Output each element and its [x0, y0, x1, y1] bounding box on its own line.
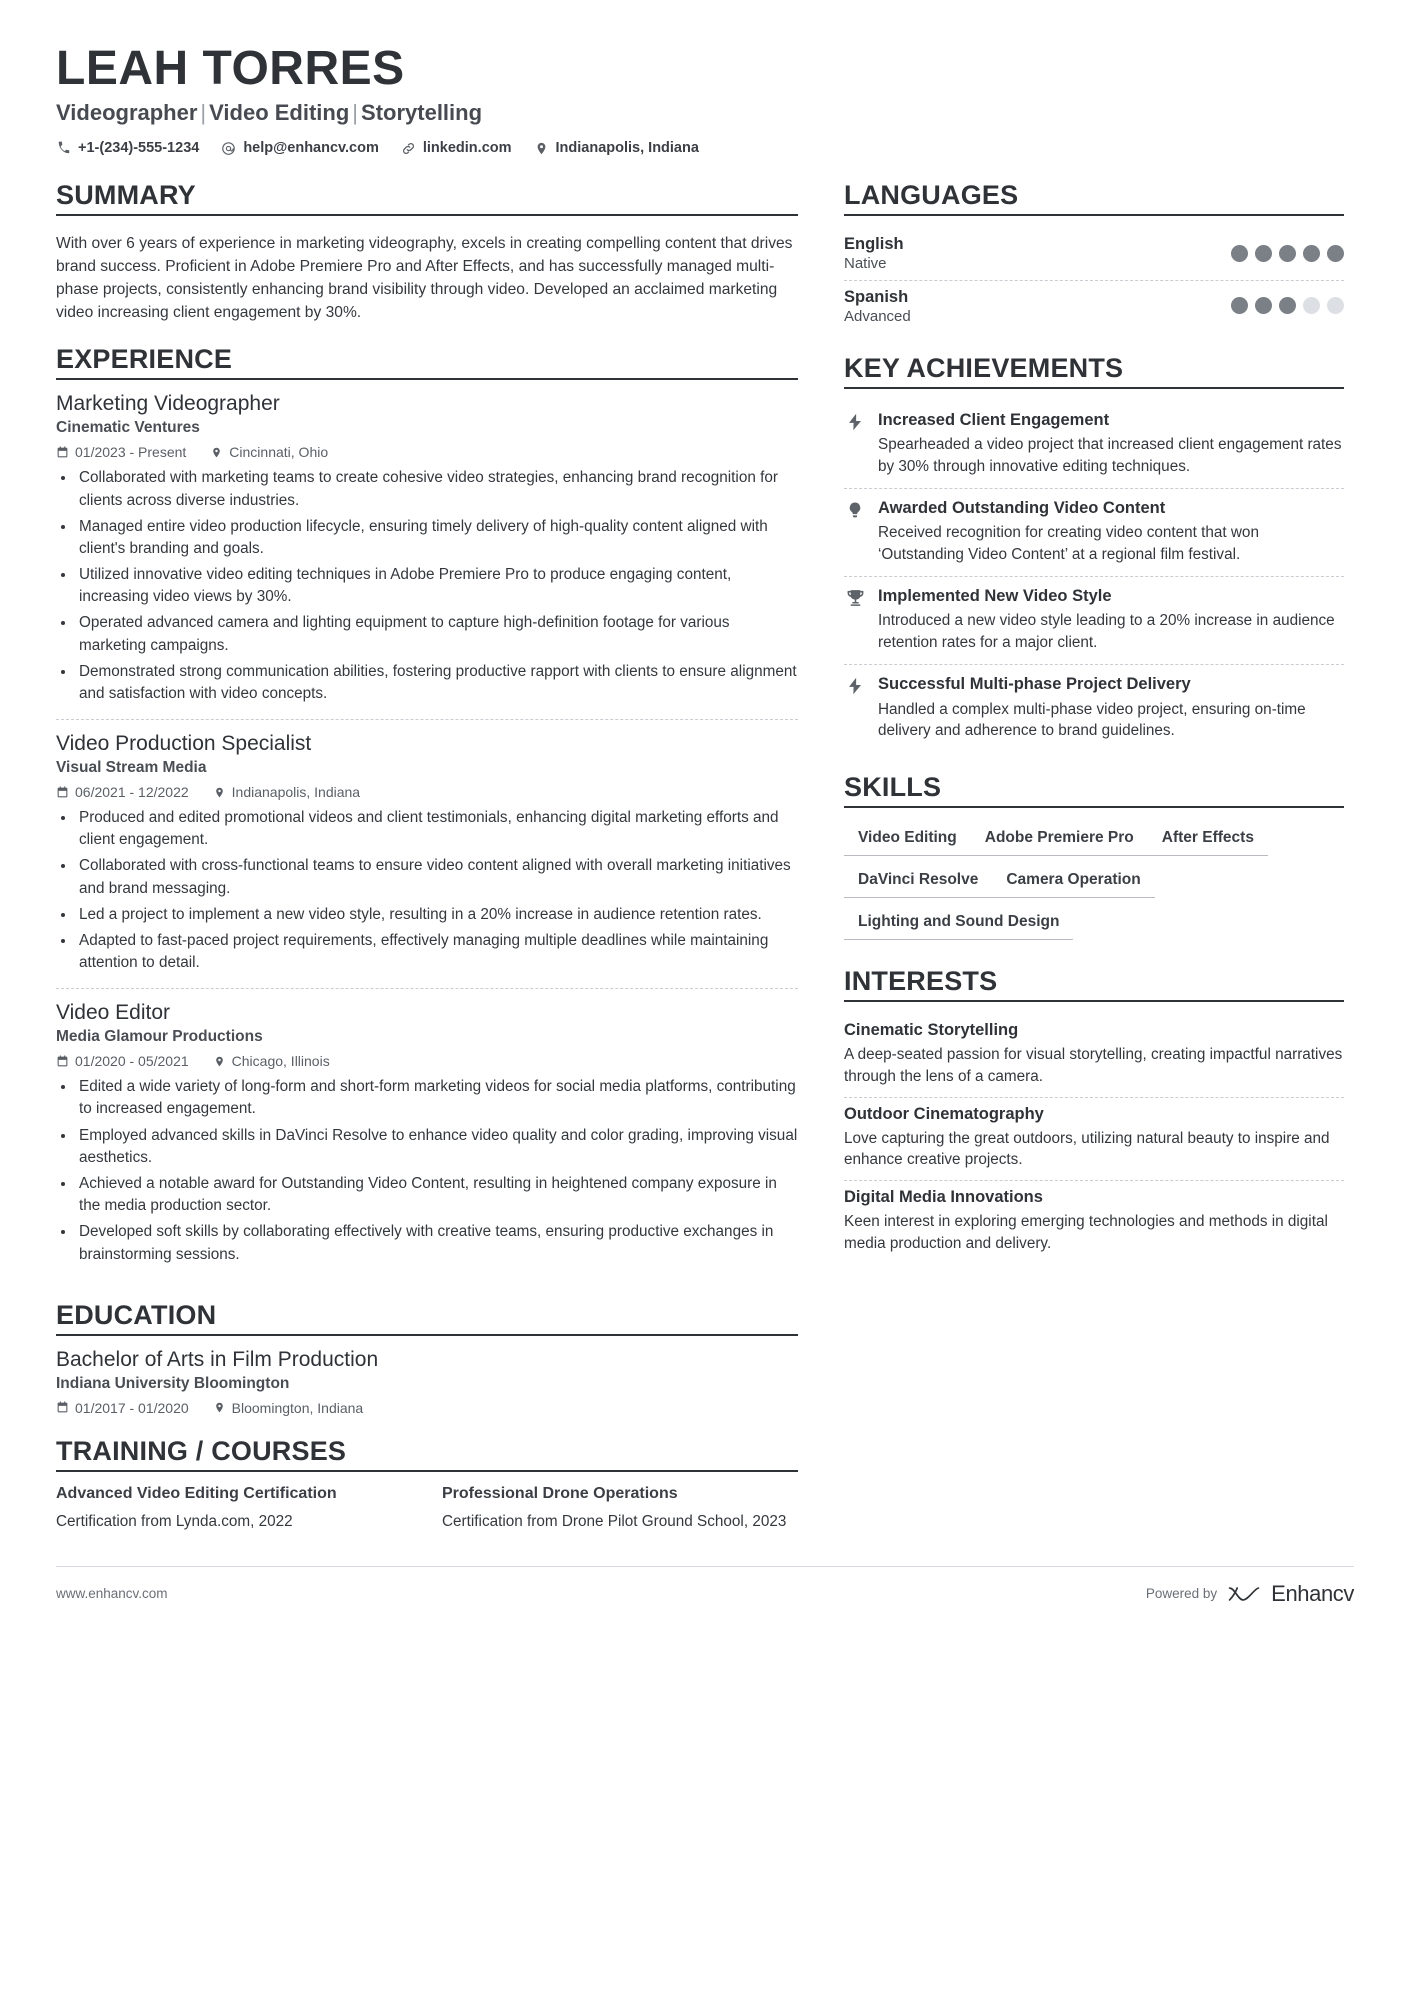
rating-dot — [1327, 297, 1344, 314]
achievement-desc: Introduced a new video style leading to a 20% increase in audience retention rates for a major client. — [878, 612, 1335, 652]
headline-part-2: Video Editing — [209, 100, 350, 126]
page-footer — [56, 1566, 1354, 1625]
achievement-item — [844, 664, 1344, 752]
contact-row — [56, 140, 1354, 156]
language-name: Spanish — [844, 288, 909, 307]
job-bullet: • Collaborated with cross-functional teams to ensure video content aligned with overall marketing initiatives and brand messaging. — [76, 855, 798, 899]
achievement-item — [844, 488, 1344, 576]
training-section-title: TRAINING / COURSES — [56, 1436, 798, 1472]
calendar-icon — [56, 786, 69, 799]
language-level: Native — [844, 255, 887, 273]
calendar-icon — [56, 1055, 69, 1068]
section-summary — [56, 180, 798, 324]
section-skills — [844, 772, 1344, 946]
calendar-icon — [56, 446, 69, 459]
link-icon — [401, 141, 416, 156]
skill-chip: After Effects — [1148, 822, 1268, 856]
achievement-desc: Handled a complex multi-phase video project, ensuring on-time delivery and adherence to brand guidelines. — [878, 700, 1306, 740]
education-section-title: EDUCATION — [56, 1300, 798, 1336]
achievement-item — [844, 401, 1344, 488]
contact-phone-text: +1-(234)-555-1234 — [78, 140, 200, 157]
rating-dot — [1255, 297, 1272, 314]
interest-title: Cinematic Storytelling — [844, 1021, 1019, 1040]
job-company: Visual Stream Media — [56, 759, 207, 777]
interest-item — [844, 1097, 1344, 1180]
interest-title: Outdoor Cinematography — [844, 1104, 1044, 1123]
powered-by-label: Powered by — [1145, 1586, 1218, 1602]
job-bullet: • Edited a wide variety of long-form and short-form marketing videos for social media platforms, contributing to increased engagement. — [76, 1076, 798, 1120]
location-icon — [213, 786, 226, 799]
trophy-icon — [844, 586, 866, 654]
education-meta — [56, 1400, 798, 1416]
right-column — [844, 174, 1344, 1263]
job-meta — [56, 1053, 798, 1069]
summary-text: With over 6 years of experience in marketing videography, excels in creating compelling content that drives brand success. Proficient in Adobe Premiere Pro and After Effects, and has successfully managed multi-phase projects, consistently enhancing brand visibility through video. Developed an acclaimed marketing video increasing client engagement by 30%. — [56, 235, 793, 322]
location-icon — [210, 446, 223, 459]
job-dates-text: 01/2020 - 05/2021 — [75, 1053, 189, 1070]
contact-phone — [56, 140, 199, 156]
job-bullets — [56, 1076, 798, 1265]
job-bullet: • Developed soft skills by collaborating effectively with creative teams, ensuring productive exchanges in brainstorming sessions. — [76, 1221, 798, 1265]
contact-location — [534, 140, 699, 156]
powered-by — [1146, 1581, 1354, 1607]
training-title: Professional Drone Operations — [442, 1484, 678, 1502]
skill-chip: Camera Operation — [992, 864, 1154, 898]
interests-section-title: INTERESTS — [844, 966, 1344, 1002]
job-bullets — [56, 807, 798, 974]
language-item — [844, 280, 1344, 333]
job-location-text: Indianapolis, Indiana — [231, 784, 361, 801]
job-dates — [56, 1053, 189, 1069]
interest-title: Digital Media Innovations — [844, 1187, 1043, 1206]
professional-headline: Videographer | Video Editing | Storytelling — [56, 100, 483, 126]
section-education — [56, 1300, 798, 1416]
job-dates — [56, 444, 186, 460]
contact-email-text: help@enhancv.com — [243, 140, 379, 157]
experience-item — [56, 988, 798, 1279]
rating-dot — [1303, 245, 1320, 262]
job-bullet: • Employed advanced skills in DaVinci Resolve to enhance video quality and color grading, improving visual aesthetics. — [76, 1125, 798, 1169]
education-dates-text: 01/2017 - 01/2020 — [75, 1399, 189, 1416]
section-languages — [844, 180, 1344, 332]
contact-linkedin-text: linkedin.com — [422, 140, 512, 157]
rating-dot — [1303, 297, 1320, 314]
resume-header — [56, 44, 1354, 156]
lightbulb-icon — [844, 498, 866, 566]
job-company: Cinematic Ventures — [56, 419, 200, 437]
section-interests — [844, 966, 1344, 1263]
training-item — [442, 1484, 798, 1532]
brand-name: Enhancv — [1271, 1580, 1354, 1606]
training-title: Advanced Video Editing Certification — [56, 1484, 337, 1502]
achievement-title: Successful Multi-phase Project Delivery — [878, 674, 1191, 693]
achievements-section-title: KEY ACHIEVEMENTS — [844, 353, 1344, 389]
languages-section-title: LANGUAGES — [844, 180, 1344, 216]
job-dates — [56, 784, 189, 800]
job-bullet: • Collaborated with marketing teams to create cohesive video strategies, enhancing brand recognition for clients across diverse industries. — [76, 467, 798, 511]
location-icon — [213, 1055, 226, 1068]
language-rating — [1231, 245, 1344, 262]
page-title: LEAH TORRES — [56, 42, 405, 95]
achievement-desc: Spearheaded a video project that increased client engagement rates by 30% through innovative editing techniques. — [878, 436, 1342, 476]
job-bullet: • Adapted to fast-paced project requirements, effectively managing multiple deadlines while maintaining attention to detail. — [76, 930, 798, 974]
location-icon — [213, 1401, 226, 1414]
job-location — [210, 444, 328, 460]
job-bullet: • Produced and edited promotional videos and client testimonials, enhancing digital marketing efforts and client engagement. — [76, 807, 798, 851]
skill-chip: DaVinci Resolve — [844, 864, 992, 898]
experience-item — [56, 392, 798, 719]
language-item — [844, 228, 1344, 280]
rating-dot — [1231, 245, 1248, 262]
headline-part-1: Videographer — [56, 100, 198, 126]
training-desc: Certification from Drone Pilot Ground School, 2023 — [442, 1512, 787, 1530]
experience-item — [56, 719, 798, 988]
job-dates-text: 06/2021 - 12/2022 — [75, 784, 189, 801]
job-location — [213, 784, 360, 800]
training-grid — [56, 1484, 798, 1532]
job-role: Video Production Specialist — [56, 732, 312, 756]
section-achievements — [844, 353, 1344, 752]
experience-section-title: EXPERIENCE — [56, 344, 798, 380]
job-company: Media Glamour Productions — [56, 1028, 263, 1046]
training-item — [56, 1484, 412, 1532]
job-bullet: • Operated advanced camera and lighting equipment to capture high-definition footage for various marketing campaigns. — [76, 612, 798, 656]
summary-section-title: SUMMARY — [56, 180, 798, 216]
section-experience — [56, 344, 798, 1279]
language-name: English — [844, 235, 904, 254]
job-meta — [56, 784, 798, 800]
contact-email[interactable] — [221, 140, 379, 156]
skill-chip: Video Editing — [844, 822, 971, 856]
skill-chip: Adobe Premiere Pro — [971, 822, 1148, 856]
education-school: Indiana University Bloomington — [56, 1374, 290, 1392]
job-bullet: • Demonstrated strong communication abilities, fostering productive rapport with clients to ensure alignment and satisfaction with video concepts. — [76, 661, 798, 705]
phone-icon — [56, 141, 71, 156]
enhancv-logo-icon — [1227, 1584, 1261, 1604]
contact-linkedin[interactable] — [401, 140, 512, 156]
rating-dot — [1255, 245, 1272, 262]
rating-dot — [1279, 297, 1296, 314]
achievement-title: Increased Client Engagement — [878, 410, 1110, 429]
achievement-desc: Received recognition for creating video content that won ‘Outstanding Video Content’ at a regional film festival. — [878, 524, 1259, 564]
job-bullet: • Led a project to implement a new video style, resulting in a 20% increase in audience retention rates. — [76, 904, 798, 926]
training-desc: Certification from Lynda.com, 2022 — [56, 1512, 293, 1530]
job-meta — [56, 444, 798, 460]
interest-item — [844, 1014, 1344, 1096]
language-level: Advanced — [844, 307, 911, 325]
job-bullets — [56, 467, 798, 705]
interest-desc: Keen interest in exploring emerging technologies and methods in digital media production and delivery. — [844, 1212, 1328, 1252]
job-bullet: • Managed entire video production lifecycle, ensuring timely delivery of high-quality content aligned with client's branding and goals. — [76, 516, 798, 560]
achievement-item — [844, 576, 1344, 664]
job-role: Video Editor — [56, 1001, 171, 1025]
job-bullet: • Achieved a notable award for Outstanding Video Content, resulting in heightened company exposure in the media production sector. — [76, 1173, 798, 1217]
achievement-title: Awarded Outstanding Video Content — [878, 498, 1166, 517]
location-icon — [534, 141, 549, 156]
job-dates-text: 01/2023 - Present — [75, 444, 187, 461]
education-dates — [56, 1400, 189, 1416]
language-rating — [1231, 297, 1344, 314]
job-location — [213, 1053, 330, 1069]
interest-desc: A deep-seated passion for visual storytelling, creating impactful narratives through the lens of a camera. — [844, 1046, 1343, 1085]
left-column — [56, 174, 798, 1532]
footer-website[interactable]: www.enhancv.com — [56, 1586, 168, 1602]
job-location-text: Chicago, Illinois — [231, 1053, 330, 1070]
bolt-icon — [844, 410, 866, 478]
interest-desc: Love capturing the great outdoors, utilizing natural beauty to inspire and enhance creative projects. — [844, 1129, 1330, 1169]
education-item — [56, 1348, 798, 1416]
education-degree: Bachelor of Arts in Film Production — [56, 1347, 379, 1371]
skills-list — [844, 820, 1344, 946]
education-location-text: Bloomington, Indiana — [231, 1399, 364, 1416]
headline-part-3: Storytelling — [361, 100, 483, 126]
email-icon — [221, 141, 236, 156]
rating-dot — [1231, 297, 1248, 314]
education-location — [213, 1400, 364, 1416]
calendar-icon — [56, 1401, 69, 1414]
achievement-title: Implemented New Video Style — [878, 586, 1112, 605]
section-training — [56, 1436, 798, 1532]
interest-item — [844, 1180, 1344, 1263]
contact-location-text: Indianapolis, Indiana — [555, 140, 699, 157]
job-role: Marketing Videographer — [56, 392, 280, 416]
skill-chip: Lighting and Sound Design — [844, 906, 1073, 940]
rating-dot — [1327, 245, 1344, 262]
skills-section-title: SKILLS — [844, 772, 1344, 808]
rating-dot — [1279, 245, 1296, 262]
job-bullet: • Utilized innovative video editing techniques in Adobe Premiere Pro to produce engaging content, increasing video views by 30%. — [76, 564, 798, 608]
bolt-icon — [844, 674, 866, 742]
job-location-text: Cincinnati, Ohio — [229, 444, 329, 461]
